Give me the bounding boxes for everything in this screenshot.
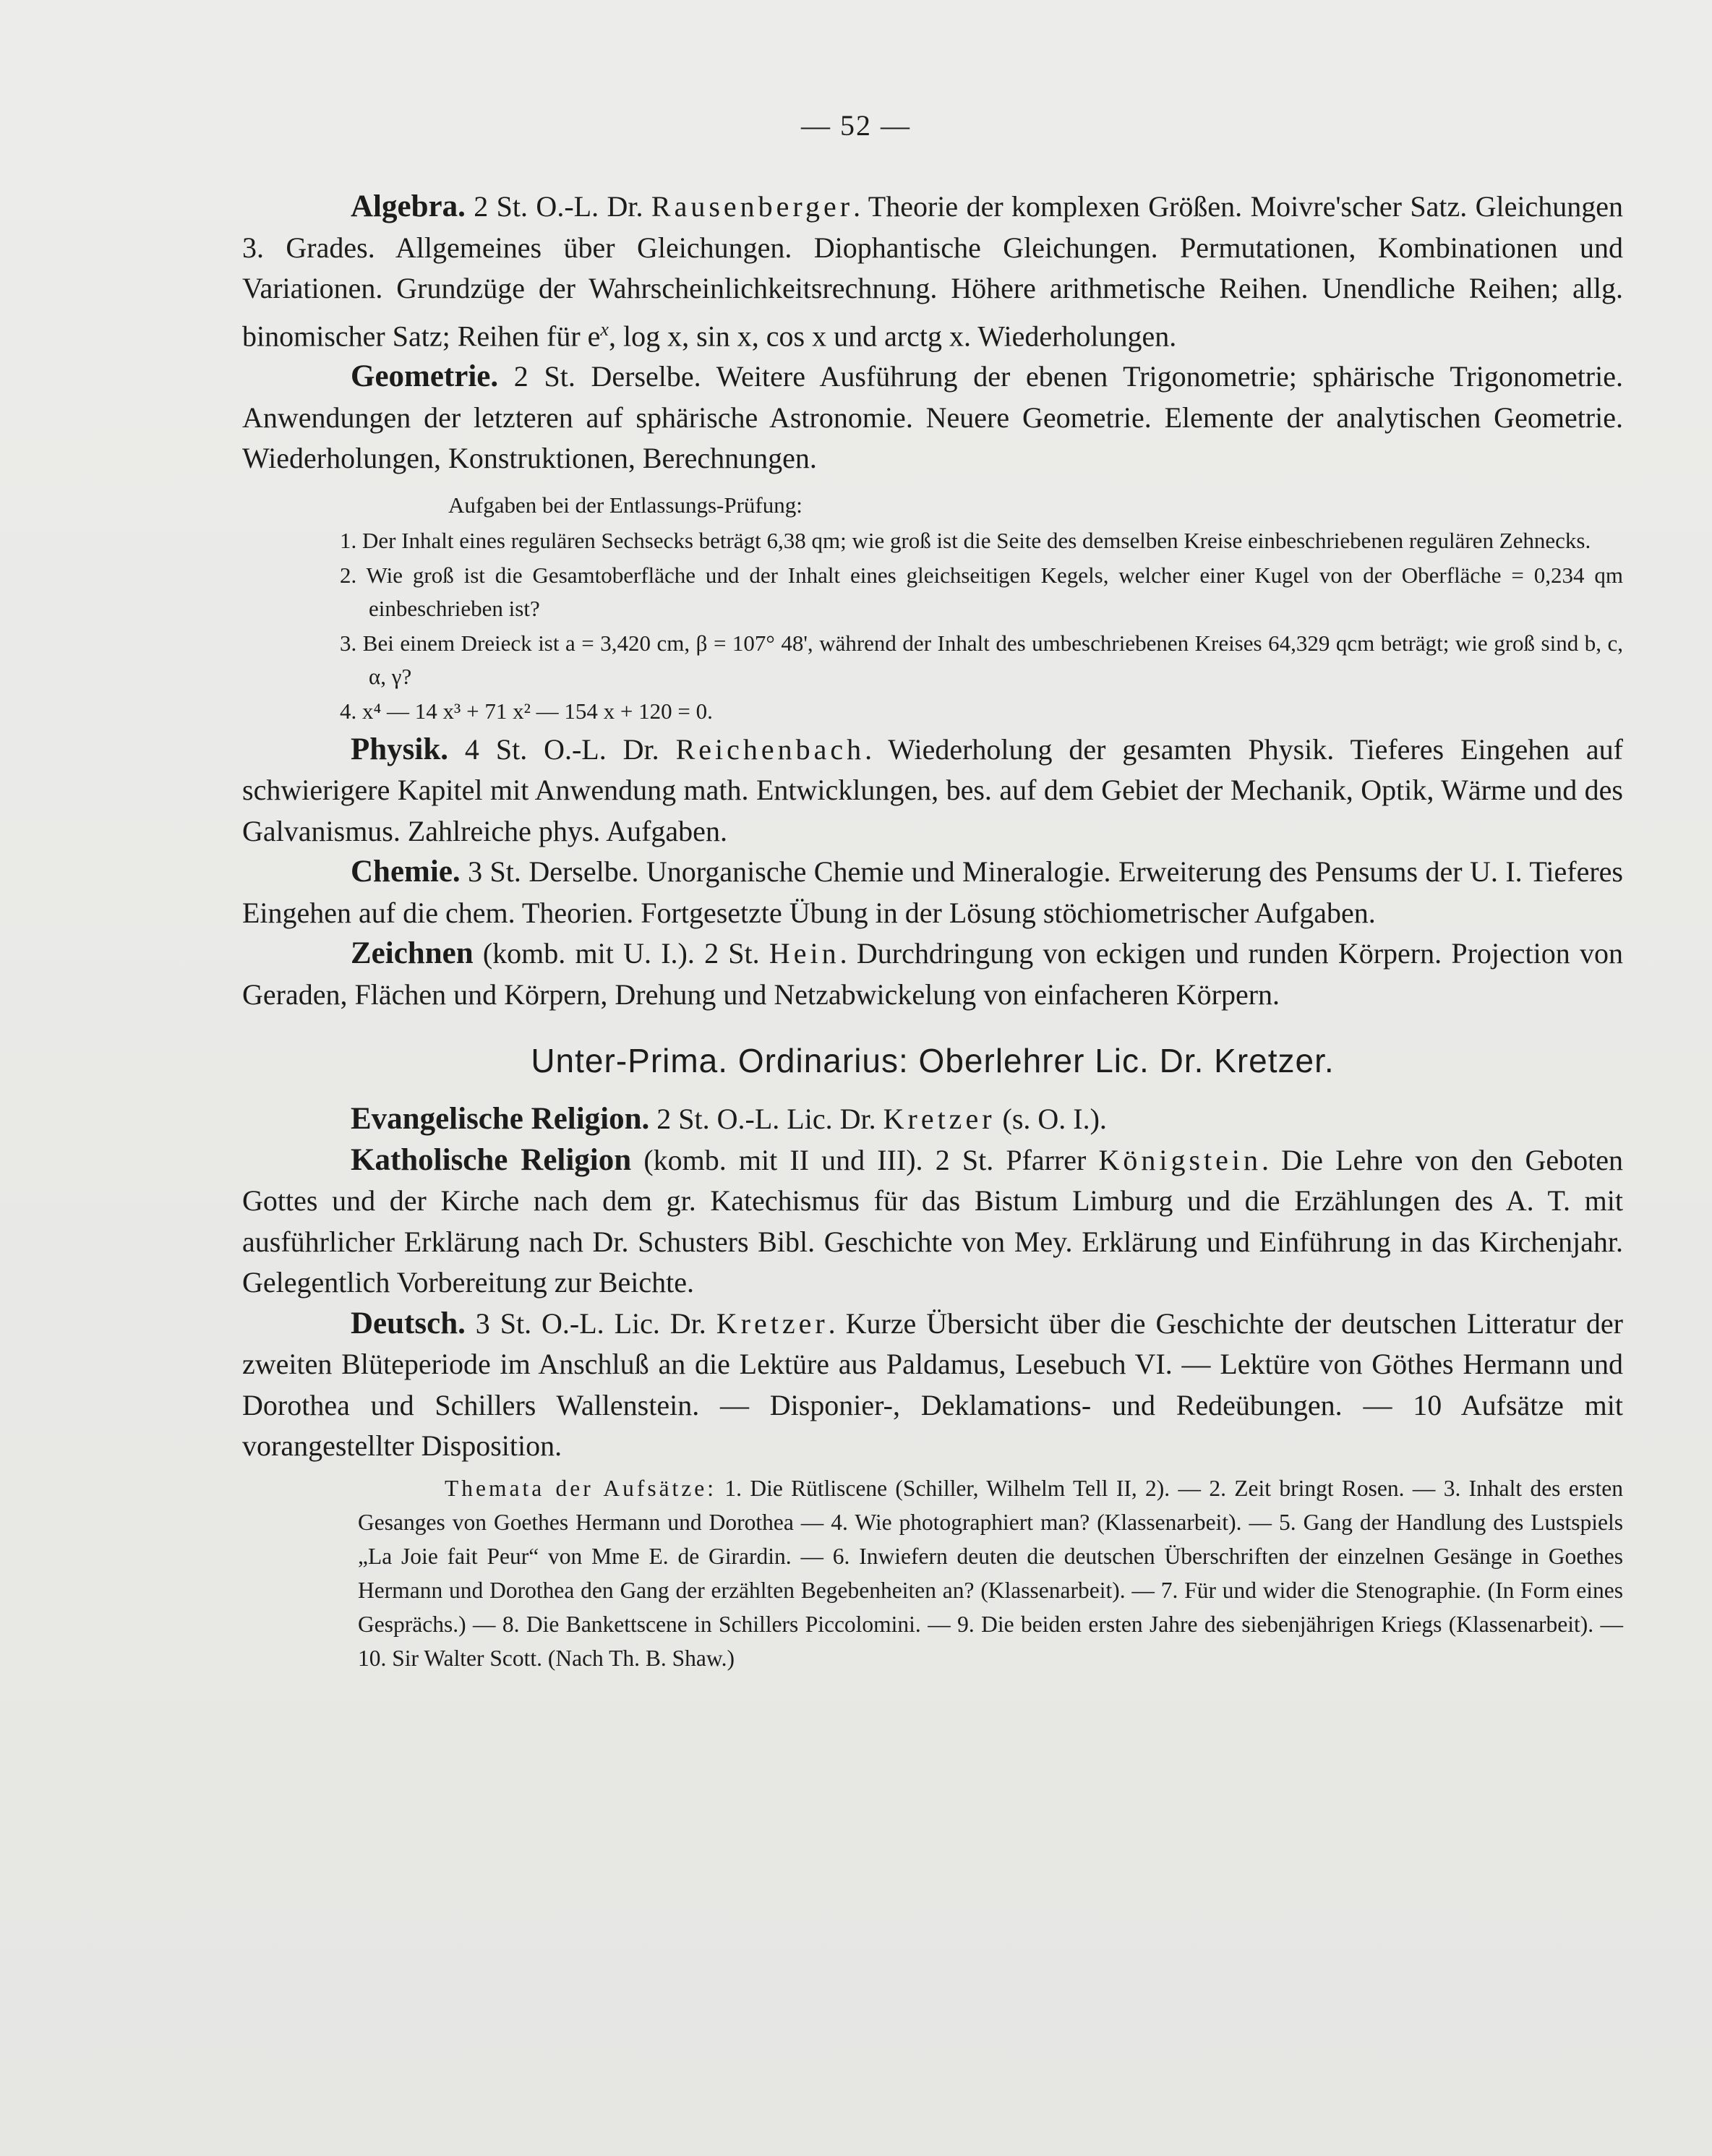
deutsch-paragraph [242,1304,1623,1467]
unterprima-heading: Unter-Prima. Ordinarius: Oberlehrer Lic. Dr. Kretzer. [531,1042,1335,1080]
katholisch-text-b: . Die Lehre von den Geboten Gottes und der Kirche nach dem gr. Katechismus für das Bistum Limburg und die Erzählungen des A. T. mit ausführlicher Erklärung nach Dr. Schusters Bibl. Geschichte von Mey. Erklärung und Einführung in das Kirchenjahr. Gelegentlich Vorbereitung zur Beichte. [242,1143,1624,1299]
exam-item: 3. Bei einem Dreieck ist a = 3,420 cm, β = 107° 48', während der Inhalt des umbeschriebenen Kreises 64,329 qcm beträgt; wie groß sind b, c, α, γ? [340,630,1623,689]
katholisch-title: Katholische Religion [351,1142,632,1177]
themata-text: 1. Die Rütliscene (Schiller, Wilhelm Tell II, 2). — 2. Zeit bringt Rosen. — 3. Inhalt des ersten Gesanges von Goethes Hermann und Dorothea — 4. Wie photographiert man? (Klassenarbeit). — 5. Gang der Handlung des Lustspiels „La Joie fait Peur“ von Mme E. de Girardin. — 6. Inwiefern deuten die deutschen Überschriften der einzelnen Gesänge in Goethes Hermann und Dorothea den Gang der erzählten Begebenheiten an? (Klassenarbeit). — 7. Für und wider die Stenographie. (In Form eines Gesprächs.) — 8. Die Bankettscene in Schillers Piccolomini. — 9. Die beiden ersten Jahre des siebenjährigen Kriegs (Klassenarbeit). — 10. Sir Walter Scott. (Nach Th. B. Shaw.) [358,1475,1623,1671]
algebra-title: Algebra. [351,189,466,223]
evangelisch-paragraph [242,1099,1623,1140]
geometrie-title: Geometrie. [351,359,499,394]
deutsch-text-a: 3 St. O.-L. Lic. Dr. [465,1306,716,1340]
physik-paragraph [242,730,1623,852]
evangelisch-teacher: Kretzer [883,1103,996,1136]
physik-text-b: . Wiederholung der gesamten Physik. Tieferes Eingehen auf schwierigere Kapitel mit Anwendung math. Entwicklungen, bes. auf dem Gebiet der Mechanik, Optik, Wärme und des Galvanismus. Zahlreiche phys. Aufgaben. [242,732,1624,847]
geometrie-paragraph [242,356,1623,479]
geometrie-text: 2 St. Derselbe. Weitere Ausführung der ebenen Trigonometrie; sphärische Trigonometrie. Anwendungen der letzteren auf sphärische Astronomie. Neuere Geometrie. Elemente der analytischen Geometrie. Wiederholungen, Konstruktionen, Berechnungen. [242,360,1623,475]
exam-item: 1. Der Inhalt eines regulären Sechsecks beträgt 6,38 qm; wie groß ist die Seite des demselben Kreise einbeschriebenen regulären Zehnecks. [340,527,1591,553]
algebra-text-c: , log x, sin x, cos x und arctg x. Wiederholungen. [608,319,1177,352]
zeichnen-teacher: Hein [769,937,840,970]
exam-item: 2. Wie groß ist die Gesamtoberfläche und der Inhalt eines gleichseitigen Kegels, welcher einer Kugel von der Oberfläche = 0,234 qm einbeschrieben ist? [340,562,1623,621]
themata-block [242,1471,1623,1675]
zeichnen-text-a: (komb. mit U. I.). 2 St. [473,937,769,970]
zeichnen-title: Zeichnen [351,936,474,971]
katholisch-teacher: Königstein [1098,1143,1262,1176]
deutsch-title: Deutsch. [351,1306,466,1340]
algebra-text-b: . Theorie der komplexen Größen. Moivre'scher Satz. Gleichungen 3. Grades. Allgemeines über Gleichungen. Diophantische Gleichungen. Permutationen, Kombinationen und Variationen. Grundzüge der Wahrscheinlichkeitsrechnung. Höhere arithmetische Reihen. Unendliche Reihen; allg. binomischer Satz; Reihen für e [242,190,1623,352]
page-number: — 52 — [801,109,911,142]
chemie-title: Chemie. [351,855,461,889]
physik-teacher: Reichenbach [675,732,865,766]
algebra-sup: x [600,318,609,340]
deutsch-text-b: . Kurze Übersicht über die Geschichte der deutschen Litteratur der zweiten Blüteperiode im Anschluß an die Lektüre aus Paldamus, Lesebuch VI. — Lektüre von Göthes Hermann und Dorothea und Schillers Wallenstein. — Disponier-, Deklamations- und Redeübungen. — 10 Aufsätze mit vorangestellter Disposition. [242,1306,1624,1463]
katholisch-text-a: (komb. mit II und III). 2 St. Pfarrer [631,1143,1099,1176]
zeichnen-text-b: . Durchdringung von eckigen und runden Körpern. Projection von Geraden, Flächen und Körpern, Drehung und Netzabwickelung von einfacheren Körpern. [242,937,1623,1011]
evangelisch-title: Evangelische Religion. [351,1102,650,1137]
physik-title: Physik. [351,732,449,766]
exam-item: 4. x⁴ — 14 x³ + 71 x² — 154 x + 120 = 0. [340,698,713,724]
themata-label: Themata der Aufsätze: [445,1475,717,1501]
physik-text-a: 4 St. O.-L. Dr. [448,732,676,766]
deutsch-teacher: Kretzer [716,1306,829,1340]
evangelisch-text-a: 2 St. O.-L. Lic. Dr. [649,1103,883,1136]
algebra-teacher: Rausenberger [651,190,854,223]
chemie-text: 3 St. Derselbe. Unorganische Chemie und Mineralogie. Erweiterung des Pensums der U. I. Tieferes Eingehen auf die chem. Theorien. Fortgesetzte Übung in der Lösung stöchiometrischer Aufgaben. [242,855,1623,929]
katholisch-paragraph [242,1140,1623,1304]
zeichnen-paragraph [242,933,1623,1015]
evangelisch-text-b: (s. O. I.). [995,1103,1107,1136]
exam-heading: Aufgaben bei der Entlassungs-Prüfung: [448,492,803,518]
text-column [242,187,1623,1675]
algebra-text-a: 2 St. O.-L. Dr. [465,190,651,223]
chemie-paragraph [242,852,1623,933]
algebra-paragraph [242,187,1623,356]
